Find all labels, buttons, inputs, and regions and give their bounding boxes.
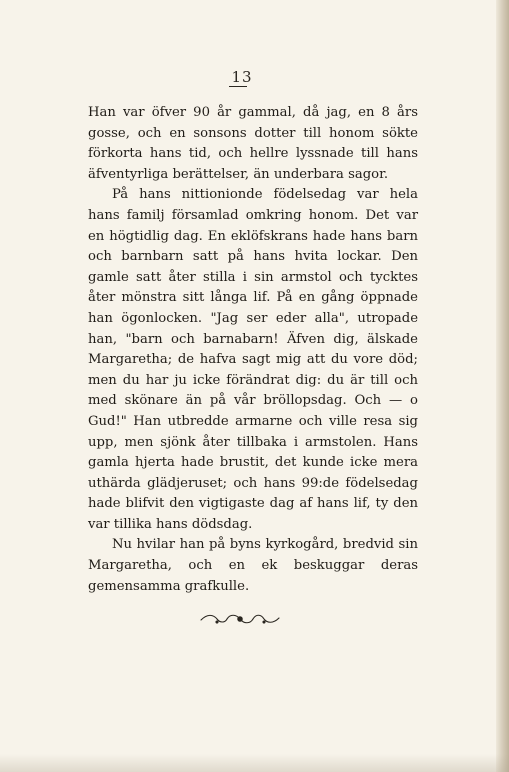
body-text bbox=[88, 103, 418, 597]
paragraph-1: Han var öfver 90 år gammal, då jag, en 8 års gosse, och en sonsons dotter till honom sökte förkorta hans tid, och hellre lyssnade till hans äfventyrliga berättelser, än underbara sagor. bbox=[88, 105, 418, 182]
decorative-flourish-icon bbox=[195, 610, 285, 628]
page-bottom-shadow bbox=[0, 754, 509, 772]
paragraph-3: Nu hvilar han på byns kyrkogård, bredvid sin Margaretha, och en ek beskuggar deras gemensamma grafkulle. bbox=[88, 537, 418, 594]
page-number: 13 bbox=[231, 68, 253, 86]
page-number-underline bbox=[229, 86, 247, 87]
page-edge-shadow bbox=[496, 0, 509, 772]
paragraph-2: På hans nittionionde födelsedag var hela hans familj församlad omkring honom. Det var en högtidlig dag. En eklöfskrans hade hans barn och barnbarn satt på hans hvita lockar. Den gamle satt åter stilla i sin armstol och tycktes åter mönstra sitt långa lif. På en gång öppnade han ögonlocken. "Jag ser eder alla", utropade han, "barn och barnabarn! Äfven dig, älskade Margaretha; de hafva sagt mig att du vore död; men du har ju icke förändrat dig: du är till och med skönare än på vår bröllopsdag. Och — o Gud!" Han utbredde armarne och ville resa sig upp, men sjönk åter tillbaka i armstolen. Hans gamla hjerta hade brustit, det kunde icke mera uthärda glädjeruset; och hans 99:de födelsedag hade blifvit den vigtigaste dag af hans lif, ty den var tillika hans dödsdag. bbox=[88, 187, 418, 532]
